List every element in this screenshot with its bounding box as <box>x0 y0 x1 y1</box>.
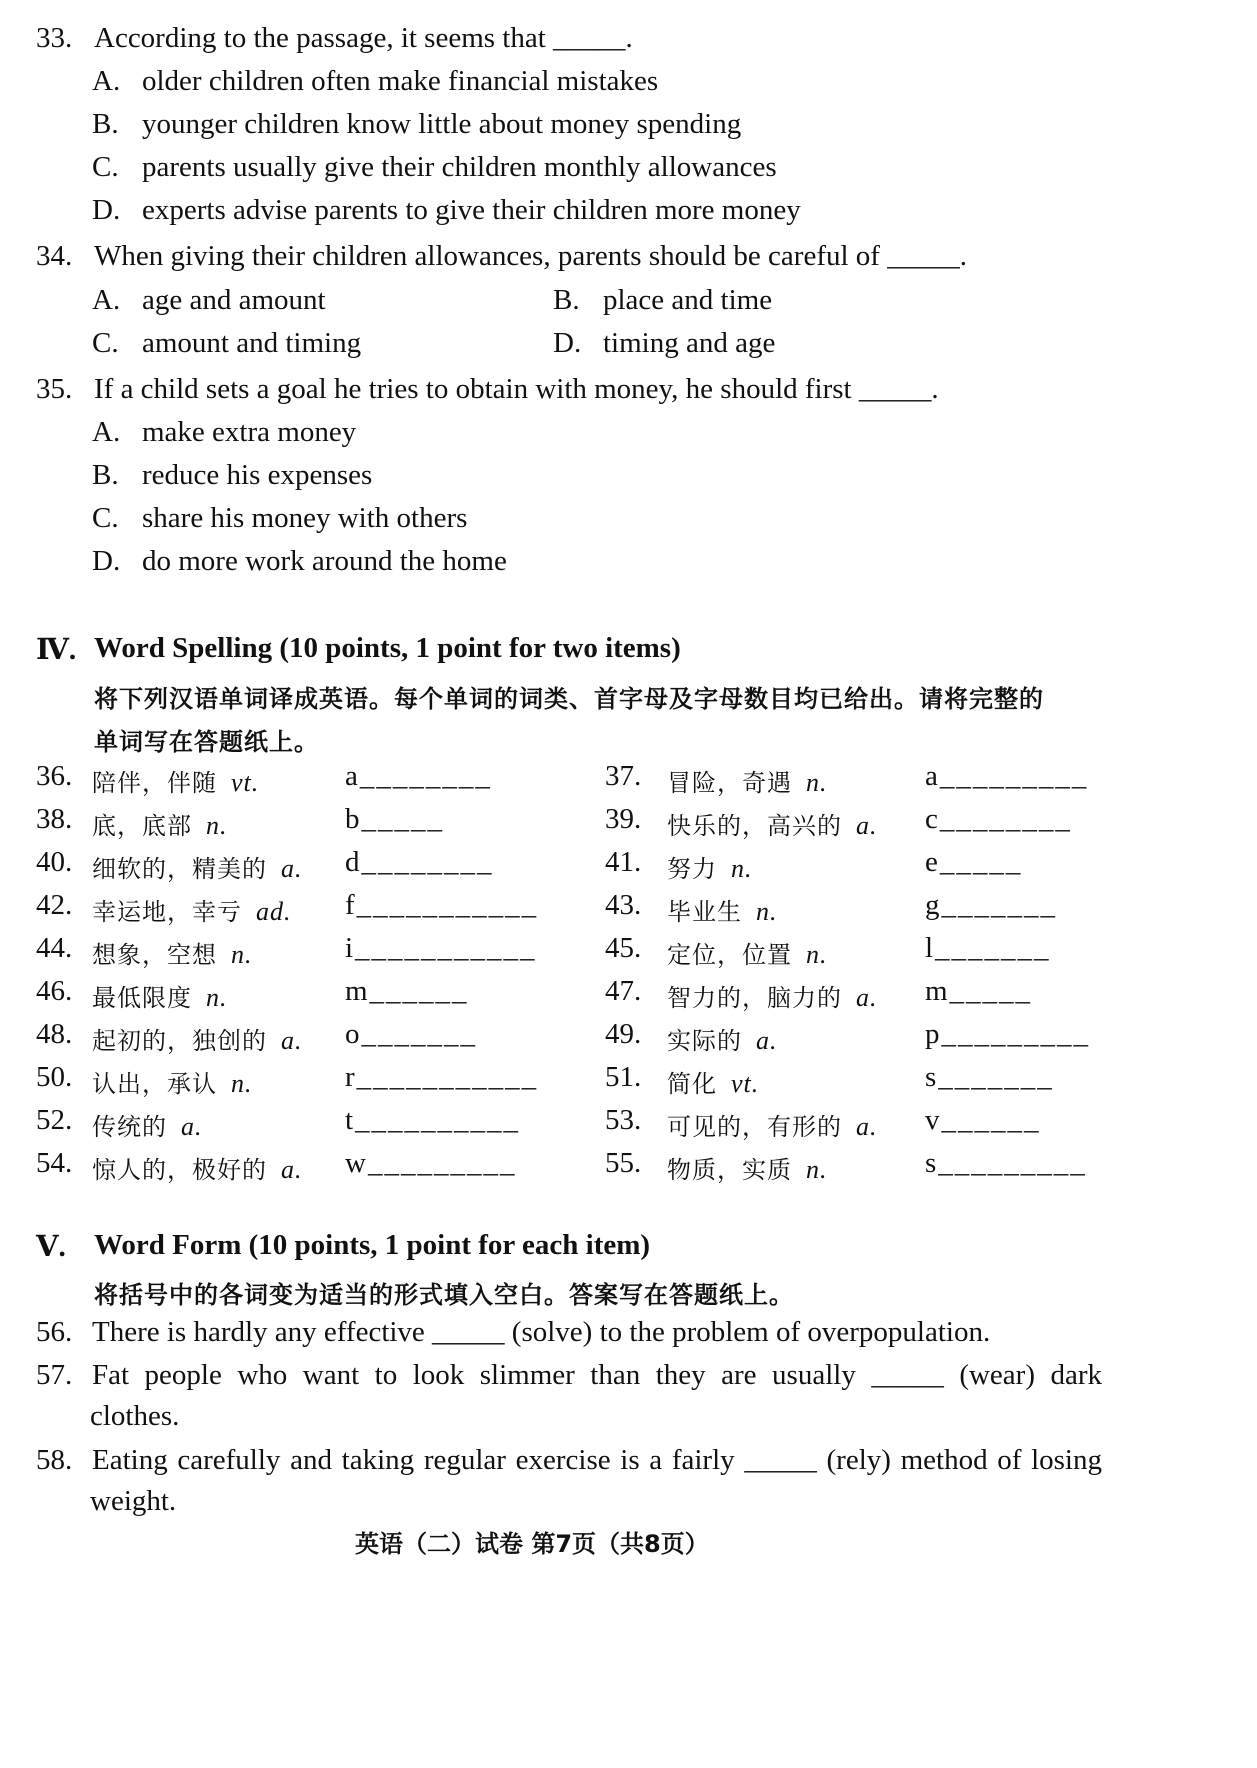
answer-blank: a_________ <box>925 760 1089 792</box>
question-number: 56. <box>36 1316 73 1348</box>
option-text: amount and timing <box>142 327 362 359</box>
item-number: 46. <box>36 975 73 1007</box>
chinese-word-text: 想象，空想 <box>92 941 217 969</box>
option-letter: B. <box>92 108 119 140</box>
part-of-speech: vt. <box>231 768 260 797</box>
chinese-word-text: 智力的，脑力的 <box>667 984 842 1012</box>
question-58-text-cont: weight. <box>90 1485 177 1517</box>
option-letter: B. <box>92 459 119 491</box>
chinese-word-text: 起初的，独创的 <box>92 1027 267 1055</box>
item-number: 55. <box>605 1147 642 1179</box>
chinese-word <box>667 1021 778 1056</box>
part-of-speech: n. <box>806 1155 828 1184</box>
item-number: 50. <box>36 1061 73 1093</box>
answer-blank: g_______ <box>925 889 1057 921</box>
part-of-speech: a. <box>281 1026 303 1055</box>
chinese-word <box>667 935 828 970</box>
chinese-word <box>92 763 259 798</box>
part-of-speech: a. <box>281 854 303 883</box>
option-text: timing and age <box>603 327 776 359</box>
question-stem: If a child sets a goal he tries to obtain with money, he should first _____. <box>94 373 939 405</box>
chinese-word-text: 实际的 <box>667 1027 742 1055</box>
chinese-word-text: 陪伴，伴随 <box>92 769 217 797</box>
chinese-word-text: 底，底部 <box>92 812 192 840</box>
part-of-speech: a. <box>181 1112 203 1141</box>
answer-blank: i___________ <box>345 932 537 964</box>
question-number: 35. <box>36 373 73 405</box>
answer-blank: v______ <box>925 1104 1041 1136</box>
chinese-word <box>667 978 878 1013</box>
option-letter: D. <box>553 327 582 359</box>
part-of-speech: a. <box>856 983 878 1012</box>
part-of-speech: a. <box>281 1155 303 1184</box>
answer-blank: e_____ <box>925 846 1023 878</box>
item-number: 39. <box>605 803 642 835</box>
part-of-speech: n. <box>806 768 828 797</box>
question-number: 57. <box>36 1359 73 1391</box>
chinese-word-text: 认出，承认 <box>92 1070 217 1098</box>
item-number: 45. <box>605 932 642 964</box>
option-text: do more work around the home <box>142 545 507 577</box>
item-number: 51. <box>605 1061 642 1093</box>
part-of-speech: n. <box>206 983 228 1012</box>
item-number: 38. <box>36 803 73 835</box>
question-number: 33. <box>36 22 73 54</box>
part-of-speech: a. <box>856 1112 878 1141</box>
chinese-word <box>92 978 228 1013</box>
item-number: 44. <box>36 932 73 964</box>
option-text: make extra money <box>142 416 357 448</box>
page-footer: 英语（二）试卷 第7页（共8页） <box>355 1530 709 1558</box>
chinese-word-text: 物质，实质 <box>667 1156 792 1184</box>
question-57-text-cont: clothes. <box>90 1400 180 1432</box>
part-of-speech: n. <box>231 1069 253 1098</box>
answer-blank: m_____ <box>925 975 1033 1007</box>
chinese-word-text: 可见的，有形的 <box>667 1113 842 1141</box>
option-text: experts advise parents to give their children more money <box>142 194 801 226</box>
option-text: older children often make financial mistakes <box>142 65 659 97</box>
section-instructions: 将下列汉语单词译成英语。每个单词的词类、首字母及字母数目均已给出。请将完整的 <box>94 685 1044 713</box>
chinese-word-text: 最低限度 <box>92 984 192 1012</box>
part-of-speech: n. <box>731 854 753 883</box>
chinese-word <box>667 849 753 884</box>
question-number: 34. <box>36 240 73 272</box>
option-letter: C. <box>92 502 119 534</box>
answer-blank: o_______ <box>345 1018 477 1050</box>
chinese-word-text: 毕业生 <box>667 898 742 926</box>
answer-blank: d________ <box>345 846 494 878</box>
chinese-word-text: 简化 <box>667 1070 717 1098</box>
chinese-word-text: 努力 <box>667 855 717 883</box>
item-number: 47. <box>605 975 642 1007</box>
answer-blank: m______ <box>345 975 469 1007</box>
question-stem: According to the passage, it seems that _____. <box>94 22 633 54</box>
item-number: 43. <box>605 889 642 921</box>
answer-blank: b_____ <box>345 803 444 835</box>
section-numeral: Ⅴ. <box>36 1231 66 1263</box>
chinese-word-text: 传统的 <box>92 1113 167 1141</box>
answer-blank: r___________ <box>345 1061 539 1093</box>
answer-blank: p_________ <box>925 1018 1090 1050</box>
option-text: share his money with others <box>142 502 468 534</box>
chinese-word <box>667 1064 759 1099</box>
part-of-speech: a. <box>756 1026 778 1055</box>
section-title: Word Spelling (10 points, 1 point for two items) <box>94 632 681 664</box>
item-number: 36. <box>36 760 73 792</box>
item-number: 52. <box>36 1104 73 1136</box>
answer-blank: t__________ <box>345 1104 521 1136</box>
question-58-text: Eating carefully and taking regular exercise is a fairly _____ (rely) method of losing <box>92 1444 1102 1476</box>
section-numeral: Ⅳ. <box>36 634 77 666</box>
chinese-word <box>92 1107 203 1142</box>
option-text: parents usually give their children monthly allowances <box>142 151 777 183</box>
option-letter: D. <box>92 545 121 577</box>
answer-blank: s_________ <box>925 1147 1087 1179</box>
answer-blank: w_________ <box>345 1147 517 1179</box>
chinese-word <box>667 763 828 798</box>
section-instructions: 将括号中的各词变为适当的形式填入空白。答案写在答题纸上。 <box>94 1281 794 1309</box>
chinese-word <box>92 1150 303 1185</box>
item-number: 41. <box>605 846 642 878</box>
item-number: 37. <box>605 760 642 792</box>
answer-blank: s_______ <box>925 1061 1054 1093</box>
chinese-word-text: 冒险，奇遇 <box>667 769 792 797</box>
answer-blank: l_______ <box>925 932 1051 964</box>
item-number: 49. <box>605 1018 642 1050</box>
chinese-word <box>667 892 778 927</box>
option-text: younger children know little about money spending <box>142 108 742 140</box>
answer-blank: a________ <box>345 760 492 792</box>
part-of-speech: n. <box>806 940 828 969</box>
section-title: Word Form (10 points, 1 point for each item) <box>94 1229 651 1261</box>
chinese-word-text: 惊人的，极好的 <box>92 1156 267 1184</box>
chinese-word <box>667 1150 828 1185</box>
part-of-speech: n. <box>756 897 778 926</box>
question-56-text: There is hardly any effective _____ (solve) to the problem of overpopulation. <box>92 1316 991 1348</box>
option-text: place and time <box>603 284 773 316</box>
item-number: 53. <box>605 1104 642 1136</box>
option-text: age and amount <box>142 284 326 316</box>
chinese-word <box>667 1107 878 1142</box>
item-number: 40. <box>36 846 73 878</box>
part-of-speech: n. <box>206 811 228 840</box>
chinese-word <box>92 935 253 970</box>
question-57-text: Fat people who want to look slimmer than they are usually _____ (wear) dark <box>92 1359 1102 1391</box>
part-of-speech: a. <box>856 811 878 840</box>
item-number: 54. <box>36 1147 73 1179</box>
option-letter: A. <box>92 65 121 97</box>
option-letter: A. <box>92 416 121 448</box>
option-letter: B. <box>553 284 580 316</box>
chinese-word-text: 细软的，精美的 <box>92 855 267 883</box>
option-letter: C. <box>92 151 119 183</box>
option-letter: D. <box>92 194 121 226</box>
part-of-speech: vt. <box>731 1069 760 1098</box>
option-text: reduce his expenses <box>142 459 373 491</box>
chinese-word <box>92 849 303 884</box>
item-number: 42. <box>36 889 73 921</box>
answer-blank: f___________ <box>345 889 539 921</box>
section-instructions-cont: 单词写在答题纸上。 <box>94 728 319 756</box>
question-stem: When giving their children allowances, parents should be careful of _____. <box>94 240 967 272</box>
chinese-word <box>92 1021 303 1056</box>
chinese-word <box>92 1064 253 1099</box>
chinese-word-text: 幸运地，幸亏 <box>92 898 242 926</box>
part-of-speech: ad. <box>256 897 292 926</box>
item-number: 48. <box>36 1018 73 1050</box>
chinese-word <box>667 806 878 841</box>
answer-blank: c________ <box>925 803 1072 835</box>
chinese-word <box>92 806 228 841</box>
option-letter: C. <box>92 327 119 359</box>
part-of-speech: n. <box>231 940 253 969</box>
chinese-word <box>92 892 292 927</box>
question-number: 58. <box>36 1444 73 1476</box>
chinese-word-text: 定位，位置 <box>667 941 792 969</box>
option-letter: A. <box>92 284 121 316</box>
chinese-word-text: 快乐的，高兴的 <box>667 812 842 840</box>
